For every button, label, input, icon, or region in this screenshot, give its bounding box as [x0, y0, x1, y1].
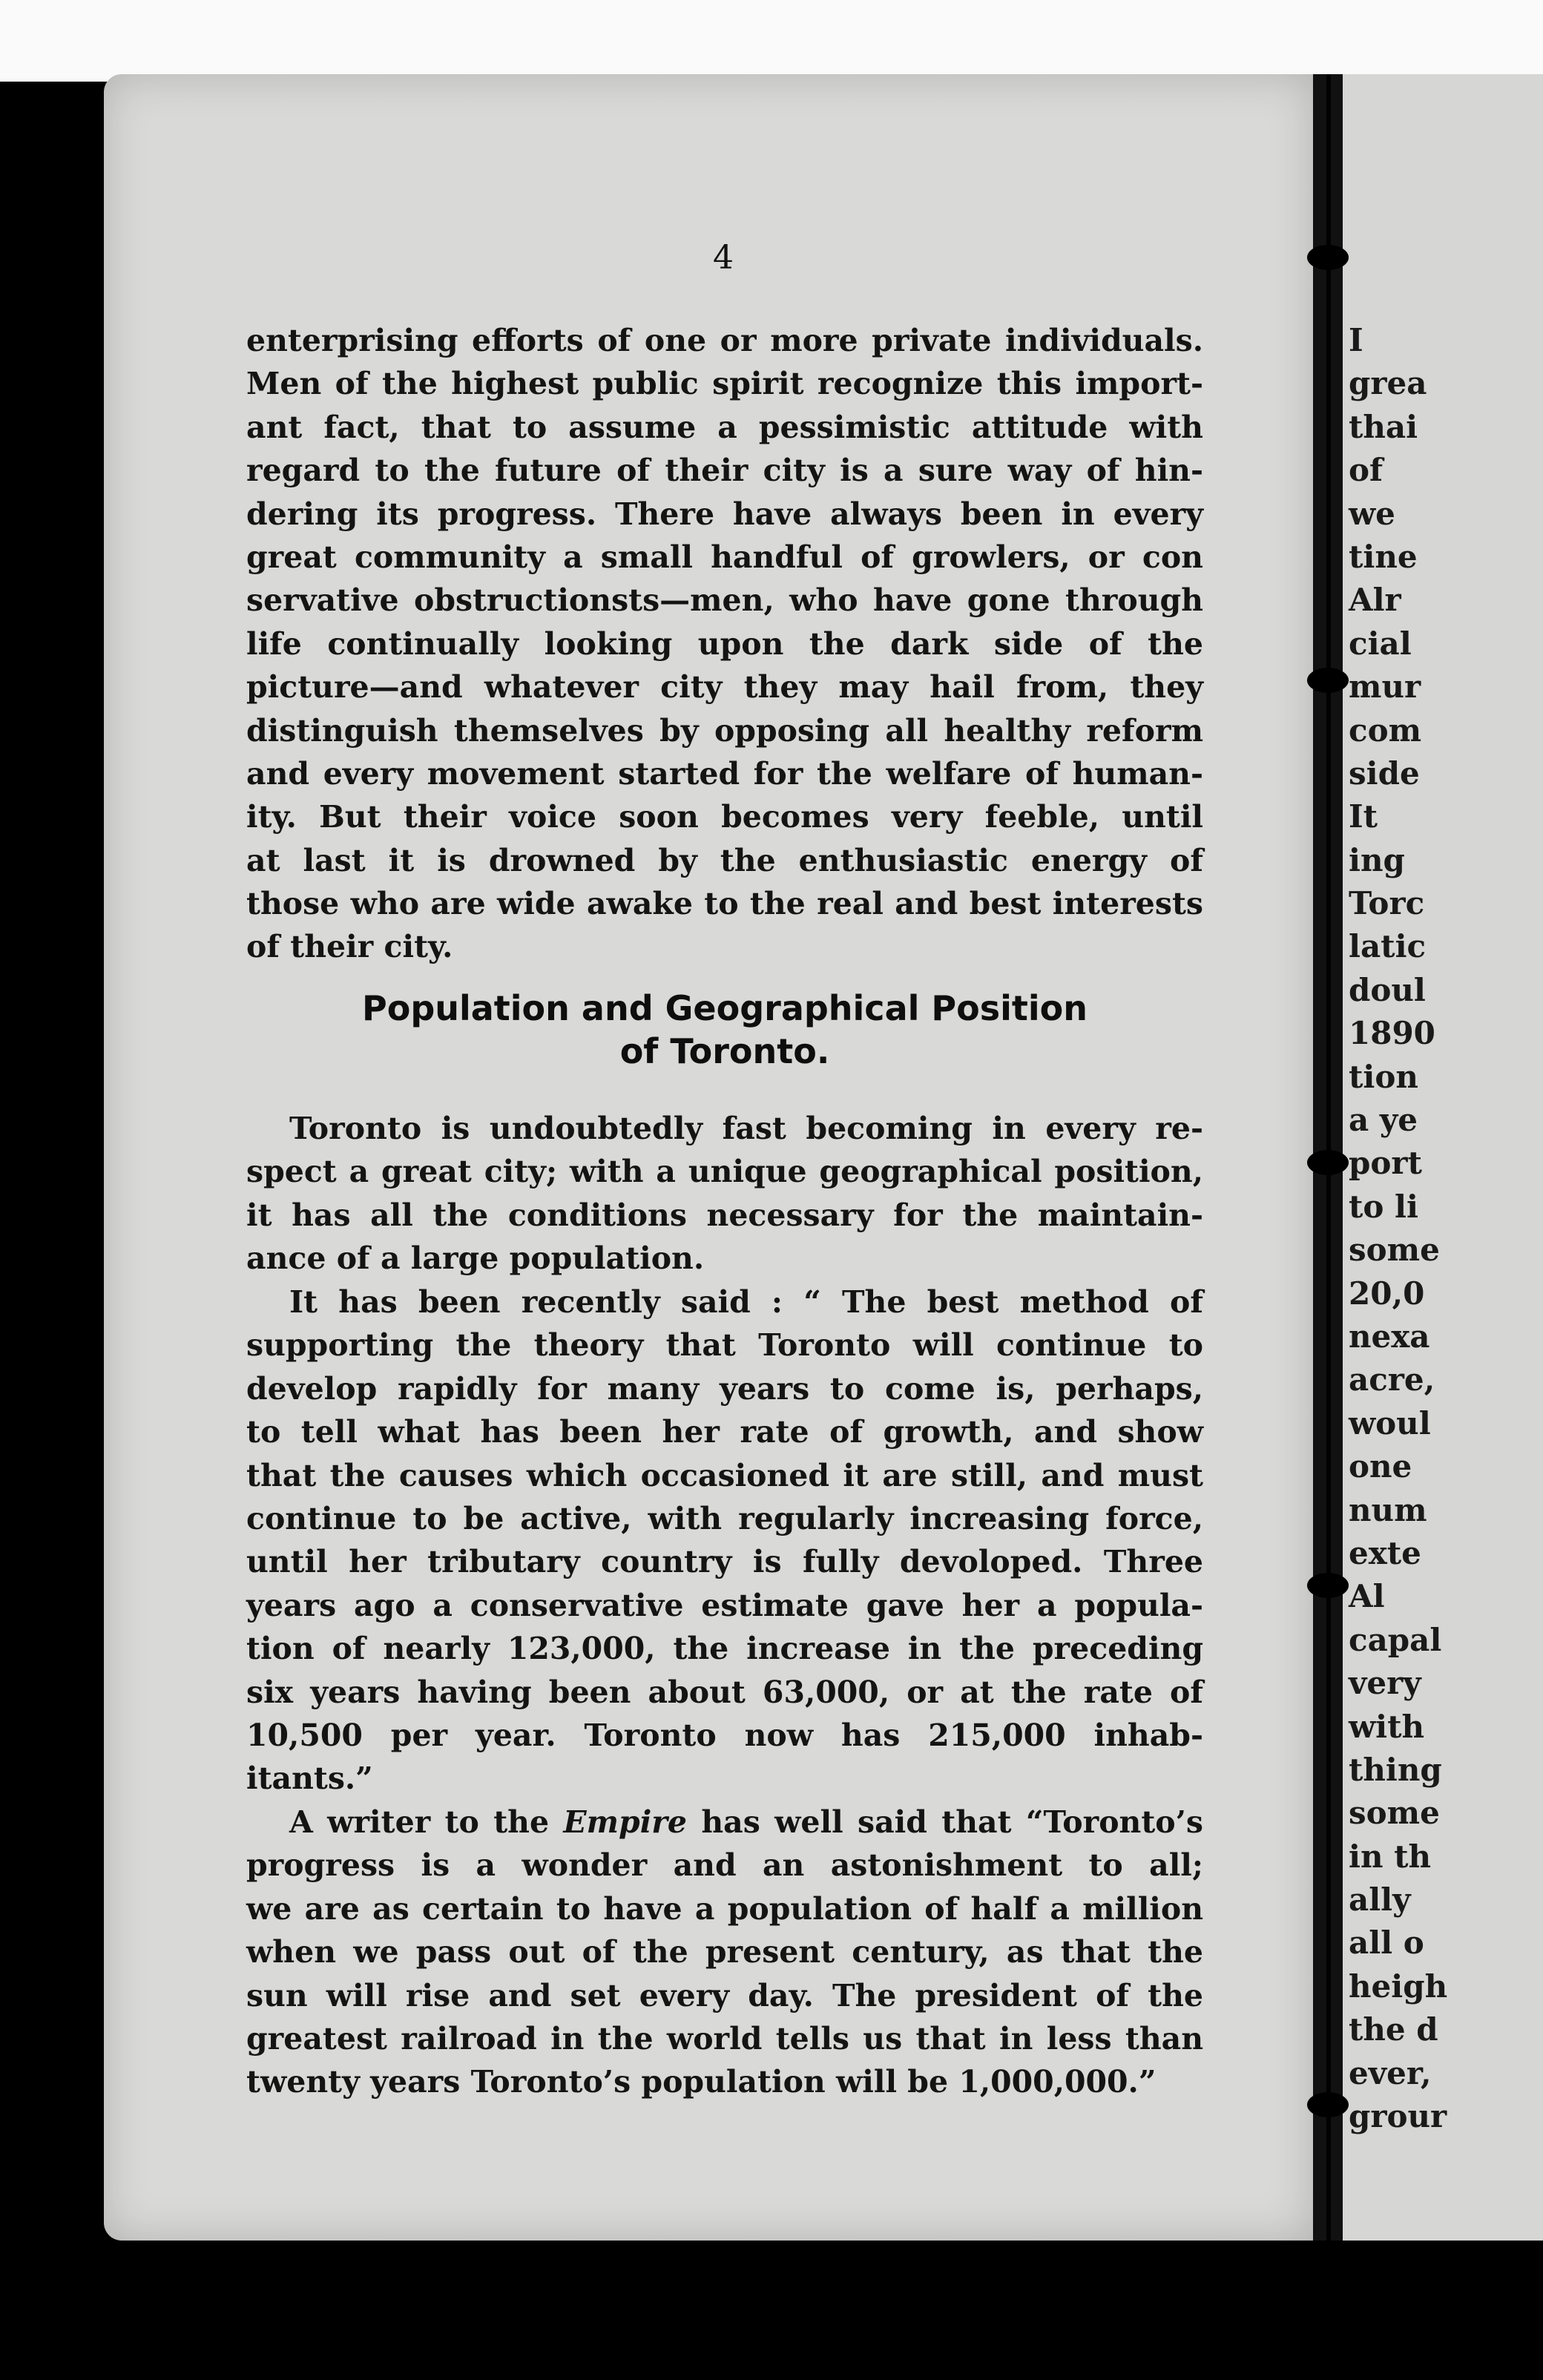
text-line: we are as certain to have a population of half a million: [246, 1890, 1203, 1927]
right-page-line: mur: [1349, 668, 1421, 706]
text-line: ity. But their voice soon becomes very feeble, until: [246, 799, 1203, 835]
right-page-line: port: [1349, 1145, 1422, 1182]
text-line: continue to be active, with regularly increasing force,: [246, 1500, 1203, 1536]
text-line: ant fact, that to assume a pessimistic attitude with: [246, 409, 1203, 445]
text-line: until her tributary country is fully devoloped. Three: [246, 1544, 1203, 1580]
right-page-line: com: [1349, 711, 1422, 749]
text-line: years ago a conservative estimate gave her a popula-: [246, 1587, 1203, 1623]
right-page-line: num: [1349, 1491, 1427, 1528]
text-line: picture—and whatever city they may hail from, they: [246, 669, 1203, 706]
text-line: life continually looking upon the dark side of the: [246, 625, 1203, 662]
text-line: servative obstructionsts—men, who have gone through: [246, 582, 1203, 619]
right-page-line: 20,0: [1349, 1275, 1425, 1312]
right-page-line: acre,: [1349, 1361, 1435, 1398]
right-page-line: 1890: [1349, 1015, 1435, 1052]
right-page-line: with: [1349, 1708, 1425, 1745]
right-page-line: thing: [1349, 1751, 1442, 1788]
right-page-line: woul: [1349, 1404, 1431, 1442]
right-page-line: to li: [1349, 1188, 1418, 1225]
text-line: it has all the conditions necessary for the maintain-: [246, 1197, 1203, 1233]
paragraph-geography: [246, 1107, 1203, 1281]
text-line: spect a great city; with a unique geographical position,: [246, 1154, 1203, 1190]
text-fragment: has well said that “Toronto’s: [686, 1804, 1203, 1840]
text-line: progress is a wonder and an astonishment to all;: [246, 1847, 1203, 1884]
text-fragment: A writer to the: [289, 1804, 564, 1840]
binding-stitch: [1307, 1573, 1349, 1598]
right-page-line: of: [1349, 452, 1384, 489]
paragraph-continuation: [246, 319, 1203, 969]
right-page-line: I: [1349, 322, 1363, 358]
right-page-fragment: [1343, 74, 1543, 2241]
paragraph-quote-growth: [246, 1281, 1203, 1801]
binding-stitch: [1307, 1150, 1349, 1175]
right-page-line: nexa: [1349, 1318, 1430, 1355]
right-page-line: all o: [1349, 1924, 1424, 1962]
binding-stitch: [1307, 245, 1349, 270]
text-line: distinguish themselves by opposing all healthy reform: [246, 712, 1203, 749]
text-line: It has been recently said : “ The best method of: [289, 1284, 1203, 1320]
right-page-line: we: [1349, 495, 1395, 532]
text-line: 10,500 per year. Toronto now has 215,000 inhab-: [246, 1717, 1203, 1753]
right-page-line: the d: [1349, 2011, 1438, 2048]
text-line: twenty years Toronto’s population will be 1,000,000.”: [246, 2064, 1157, 2100]
right-page-line: tion: [1349, 1058, 1418, 1095]
right-page-line: capal: [1349, 1621, 1442, 1658]
text-line: supporting the theory that Toronto will continue to: [246, 1327, 1203, 1364]
heading-line-1: Population and Geographical Position: [362, 988, 1088, 1028]
text-line: and every movement started for the welfare of human-: [246, 755, 1203, 792]
right-page-line: cial: [1349, 625, 1412, 662]
right-page-line: doul: [1349, 971, 1426, 1008]
text-line: those who are wide awake to the real and best interests: [246, 886, 1203, 922]
scan-top-margin: [0, 0, 1543, 82]
text-line: Men of the highest public spirit recognize this import-: [246, 366, 1203, 402]
text-line: six years having been about 63,000, or at the rate of: [246, 1674, 1203, 1710]
right-page-line: ever,: [1349, 2054, 1432, 2091]
binding-stitch: [1307, 2092, 1349, 2117]
right-page-line: very: [1349, 1665, 1421, 1702]
right-page-line: Al: [1349, 1578, 1385, 1615]
right-page-line: Torc: [1349, 885, 1425, 922]
right-page-line: grour: [1349, 2098, 1447, 2135]
text-line: ance of a large population.: [246, 1240, 705, 1277]
right-page-line: Alr: [1349, 582, 1401, 619]
paragraph-empire-quote: [246, 1801, 1203, 2104]
right-page-text: [1349, 319, 1543, 2138]
text-line: at last it is drowned by the enthusiastic energy of: [246, 842, 1203, 878]
right-page-line: some: [1349, 1795, 1440, 1832]
text-line: greatest railroad in the world tells us that in less than: [246, 2020, 1203, 2057]
text-line: great community a small handful of growlers, or con: [246, 539, 1203, 575]
right-page-line: It: [1349, 798, 1378, 835]
page-number: 4: [713, 239, 734, 277]
text-line: regard to the future of their city is a sure way of hin-: [246, 453, 1203, 489]
right-page-line: a ye: [1349, 1102, 1418, 1139]
right-page-line: some: [1349, 1232, 1440, 1269]
text-line: to tell what has been her rate of growth, and show: [246, 1414, 1203, 1450]
right-page-line: tine: [1349, 538, 1418, 575]
right-page-line: heigh: [1349, 1968, 1448, 2005]
right-page-line: thai: [1349, 408, 1418, 445]
right-page-line: in th: [1349, 1838, 1432, 1875]
right-page-line: side: [1349, 755, 1420, 792]
text-line: enterprising efforts of one or more private individuals.: [246, 323, 1203, 358]
text-line: develop rapidly for many years to come is, perhaps,: [246, 1370, 1203, 1407]
text-line: that the causes which occasioned it are still, and must: [246, 1457, 1203, 1493]
text-line: tion of nearly 123,000, the increase in the preceding: [246, 1631, 1203, 1667]
text-line: dering its progress. There have always been in every: [246, 496, 1203, 532]
text-line: [246, 1801, 1203, 1844]
text-line: Toronto is undoubtedly fast becoming in every re-: [289, 1111, 1203, 1146]
text-line: of their city.: [246, 929, 453, 965]
text-line: sun will rise and set every day. The president of the: [246, 1977, 1203, 2014]
heading-line-2: of Toronto.: [619, 1031, 830, 1071]
right-page-line: grea: [1349, 365, 1427, 402]
right-page-line: ing: [1349, 841, 1405, 878]
right-page-line: one: [1349, 1448, 1412, 1485]
right-page-line: latic: [1349, 928, 1427, 965]
right-page-line: ally: [1349, 1881, 1411, 1919]
text-line: when we pass out of the present century, as that the: [246, 1934, 1203, 1970]
scan-bottom-margin: [0, 2241, 1543, 2380]
section-heading: [246, 987, 1203, 1073]
right-page-line: exte: [1349, 1534, 1421, 1571]
text-line: itants.”: [246, 1761, 373, 1797]
binding-stitch: [1307, 668, 1349, 693]
newspaper-title: Empire: [563, 1804, 687, 1840]
